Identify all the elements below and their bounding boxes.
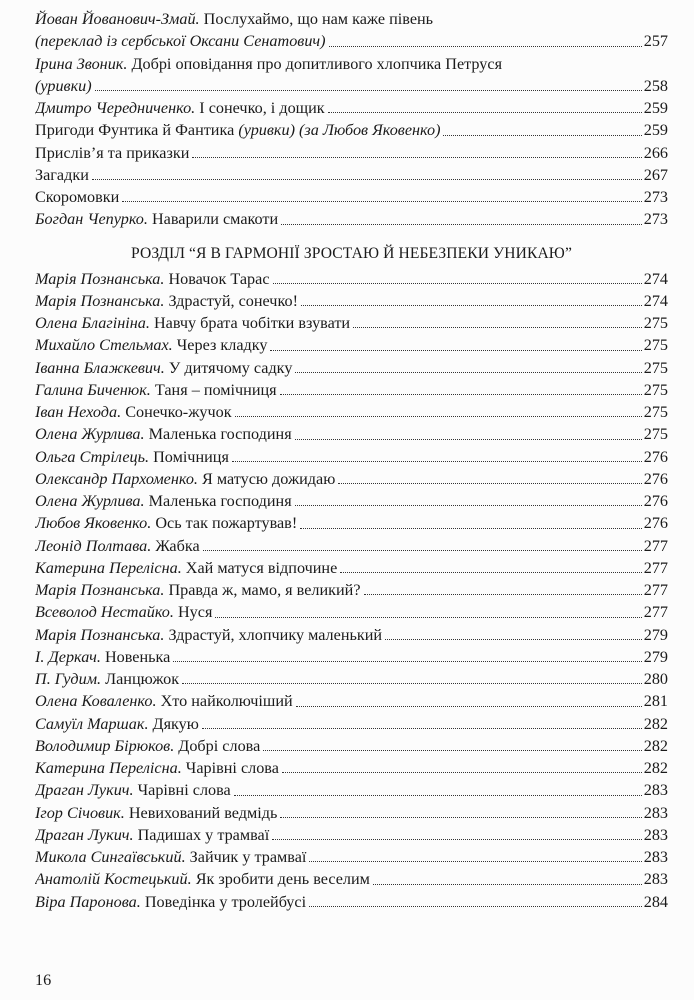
dot-leader: [338, 483, 641, 484]
toc-entry: [35, 142, 668, 164]
dot-leader: [443, 135, 641, 136]
toc-title: І сонечко, і дощик: [199, 99, 325, 117]
toc-list-after: [35, 268, 668, 913]
toc-author: Марія Познанська.: [35, 269, 165, 288]
toc-page-number: 276: [643, 469, 668, 488]
toc-page-number: 275: [643, 358, 668, 377]
toc-entry: [35, 186, 668, 208]
table-of-contents: [35, 8, 668, 913]
toc-entry: [35, 891, 668, 913]
toc-entry: [35, 802, 668, 824]
dot-leader: [309, 906, 642, 907]
toc-entry-text: [35, 208, 279, 230]
dot-leader: [122, 201, 641, 202]
toc-title: Пригоди Фунтика й Фантика: [35, 121, 235, 140]
toc-entry: [35, 208, 668, 230]
toc-list-before: [35, 8, 668, 231]
toc-entry: [35, 668, 668, 690]
toc-page-number: 282: [643, 736, 668, 755]
toc-page-number: 276: [643, 492, 668, 510]
dot-leader: [263, 750, 641, 751]
toc-author: Драган Лукич.: [35, 781, 134, 800]
toc-entry: [35, 579, 668, 601]
toc-author: Богдан Чепурко.: [35, 210, 148, 229]
toc-entry-text: [35, 490, 293, 512]
toc-entry-text: [35, 735, 261, 757]
toc-title: Правда ж, мамо, я великий?: [168, 581, 361, 599]
toc-entry-text: [35, 357, 293, 379]
toc-entry: [35, 334, 668, 356]
toc-entry: [35, 290, 668, 312]
toc-author: Драган Лукич.: [35, 825, 134, 844]
toc-page-number: 276: [643, 514, 668, 533]
toc-title: Новенька: [104, 647, 171, 666]
toc-author: Іванна Блажкевич.: [35, 358, 165, 377]
toc-title: Сонечко-жучок: [125, 403, 232, 421]
toc-entry: [35, 423, 668, 445]
toc-page-number: 274: [643, 269, 668, 288]
footer-page-number: 16: [35, 971, 52, 989]
toc-note: (переклад із сербської Оксани Сенатович): [35, 32, 326, 51]
toc-entry: [35, 379, 668, 401]
toc-page-number: 275: [643, 403, 668, 421]
dot-leader: [280, 394, 642, 395]
dot-leader: [215, 617, 641, 618]
toc-author: Олена Журлива.: [35, 425, 145, 444]
toc-entry: [35, 30, 668, 52]
dot-leader: [296, 706, 642, 707]
dot-leader: [282, 772, 642, 773]
toc-entry-text: [35, 30, 327, 52]
toc-title: Хай матуся відпочине: [185, 558, 338, 577]
toc-entry-text: [35, 97, 326, 119]
toc-entry: [35, 401, 668, 423]
toc-entry: [35, 646, 668, 668]
toc-author: Іван Нехода.: [35, 403, 122, 421]
toc-page-number: 273: [643, 188, 668, 206]
toc-entry: [35, 312, 668, 334]
toc-title: Чарівні слова: [185, 759, 279, 777]
toc-title: Поведінка у тролейбусі: [144, 892, 307, 911]
toc-page-number: 280: [643, 670, 668, 688]
toc-title: Добрі оповідання про допитливого хлопчика Петруся: [131, 54, 503, 73]
toc-entry-text: [35, 53, 503, 75]
dot-leader: [270, 350, 641, 351]
dot-leader: [364, 594, 642, 595]
toc-entry: [35, 164, 668, 186]
toc-title: Через кладку: [176, 336, 268, 355]
toc-entry: [35, 735, 668, 757]
toc-title: Скоромовки: [35, 188, 120, 206]
toc-entry-text: [35, 846, 307, 868]
toc-title: Чарівні слова: [137, 781, 231, 800]
section-heading: РОЗДІЛ “Я В ГАРМОНІЇ ЗРОСТАЮ Й НЕБЕЗПЕКИ УНИКАЮ”: [131, 244, 572, 262]
toc-author: Микола Сингаївський.: [35, 848, 186, 866]
toc-entry: [35, 690, 668, 712]
dot-leader: [272, 839, 641, 840]
toc-page-number: 283: [643, 781, 668, 800]
toc-note: (уривки) (за Любов Яковенко): [238, 121, 441, 140]
toc-entry: [35, 75, 668, 97]
toc-page-number: 276: [643, 447, 668, 466]
toc-title: У дитячому садку: [168, 358, 293, 377]
toc-title: Невихований ведмідь: [128, 803, 278, 822]
toc-title: Дякую: [152, 714, 199, 733]
toc-author: Марія Познанська.: [35, 291, 165, 310]
toc-entry: [35, 535, 668, 557]
toc-page-number: 281: [643, 692, 668, 711]
dot-leader: [373, 884, 642, 885]
toc-page-number: 279: [643, 647, 668, 666]
toc-entry: [35, 868, 668, 890]
dot-leader: [301, 305, 642, 306]
toc-entry: [35, 8, 668, 30]
toc-page-number: 277: [643, 581, 668, 599]
toc-title: Я матусю дожидаю: [202, 469, 336, 488]
toc-entry: [35, 779, 668, 801]
toc-title: Ось так пожартував!: [155, 514, 298, 533]
toc-title: Помічниця: [153, 447, 229, 466]
toc-entry: [35, 713, 668, 735]
toc-author: І. Деркач.: [35, 647, 101, 666]
dot-leader: [281, 224, 642, 225]
toc-title: Зайчик у трамваї: [189, 848, 307, 866]
toc-author: Любов Яковенко.: [35, 514, 152, 533]
toc-author: Михайло Стельмах.: [35, 336, 173, 355]
toc-title: Як зробити день веселим: [195, 870, 370, 889]
toc-page-number: 259: [643, 99, 668, 117]
toc-author: Олена Благініна.: [35, 314, 150, 332]
toc-entry-text: [35, 802, 278, 824]
toc-page-number: 275: [643, 314, 668, 332]
toc-page-number: 279: [643, 625, 668, 644]
toc-entry-text: [35, 334, 268, 356]
toc-entry-text: [35, 446, 230, 468]
toc-title: Ланцюжок: [105, 670, 180, 688]
toc-entry: [35, 557, 668, 579]
dot-leader: [92, 179, 642, 180]
toc-entry-text: [35, 290, 299, 312]
toc-entry-text: [35, 668, 180, 690]
toc-page-number: 277: [643, 603, 668, 622]
toc-page-number: 275: [643, 380, 668, 399]
dot-leader: [203, 550, 642, 551]
toc-page-number: 283: [643, 803, 668, 822]
dot-leader: [295, 505, 642, 506]
dot-leader: [173, 661, 641, 662]
dot-leader: [328, 112, 642, 113]
toc-entry: [35, 624, 668, 646]
toc-page-number: 277: [643, 536, 668, 555]
toc-entry-text: [35, 186, 120, 208]
toc-title: Жабка: [155, 536, 200, 555]
toc-entry-text: [35, 757, 280, 779]
toc-author: Ігор Січовик.: [35, 803, 125, 822]
toc-title: Падишах у трамваї: [137, 825, 270, 844]
toc-page-number: 274: [643, 291, 668, 310]
toc-author: Ірина Звоник.: [35, 54, 128, 73]
toc-entry-text: [35, 142, 190, 164]
toc-entry-text: [35, 579, 362, 601]
toc-author: Олена Журлива.: [35, 492, 145, 510]
toc-entry-text: [35, 690, 294, 712]
toc-author: Самуїл Маршак.: [35, 714, 149, 733]
toc-entry: [35, 119, 668, 141]
toc-entry-text: [35, 423, 293, 445]
dot-leader: [295, 372, 641, 373]
toc-author: Анатолій Костецький.: [35, 870, 192, 889]
toc-entry-text: [35, 119, 441, 141]
toc-author: П. Гудим.: [35, 670, 102, 688]
dot-leader: [309, 861, 641, 862]
toc-title: Здрастуй, сонечко!: [168, 291, 298, 310]
toc-entry-text: [35, 268, 271, 290]
toc-entry-text: [35, 646, 171, 668]
dot-leader: [95, 90, 642, 91]
toc-author: Леонід Полтава.: [35, 536, 152, 555]
toc-page-number: 284: [643, 892, 668, 911]
toc-author: Марія Познанська.: [35, 625, 165, 644]
toc-entry: [35, 357, 668, 379]
toc-entry-text: [35, 868, 371, 890]
toc-entry: [35, 97, 668, 119]
dot-leader: [340, 572, 641, 573]
toc-title: Навчу брата чобітки взувати: [153, 314, 351, 332]
toc-author: Йован Йованович-Змай.: [35, 10, 200, 28]
toc-page-number: 283: [643, 848, 668, 866]
toc-entry-text: [35, 824, 270, 846]
toc-entry-text: [35, 601, 213, 623]
toc-author: Марія Познанська.: [35, 581, 165, 599]
toc-entry: [35, 490, 668, 512]
toc-page-number: 275: [643, 425, 668, 444]
toc-page-number: 277: [643, 558, 668, 577]
toc-author: Ольга Стрілець.: [35, 447, 150, 466]
dot-leader: [300, 528, 641, 529]
toc-entry-text: [35, 891, 307, 913]
toc-entry: [35, 512, 668, 534]
toc-title: Здрастуй, хлопчику маленький: [168, 625, 383, 644]
dot-leader: [232, 461, 642, 462]
toc-entry: [35, 446, 668, 468]
toc-entry: [35, 757, 668, 779]
toc-author: Володимир Бірюков.: [35, 736, 175, 755]
toc-page-number: 282: [643, 759, 668, 777]
toc-entry: [35, 824, 668, 846]
toc-page-number: 275: [643, 336, 668, 355]
toc-title: Хто найколючіший: [160, 692, 293, 711]
toc-page-number: 259: [643, 121, 668, 140]
dot-leader: [182, 683, 642, 684]
toc-entry-text: [35, 535, 201, 557]
toc-entry-text: [35, 401, 233, 423]
toc-title: Загадки: [35, 165, 89, 184]
dot-leader: [280, 817, 641, 818]
toc-page-number: 273: [643, 210, 668, 229]
toc-page-number: 283: [643, 870, 668, 889]
toc-entry-text: [35, 468, 336, 490]
toc-entry-text: [35, 379, 278, 401]
toc-title: Маленька господиня: [148, 425, 292, 444]
toc-title: Таня – помічниця: [154, 380, 277, 399]
toc-entry-text: [35, 75, 93, 97]
toc-author: Віра Паронова.: [35, 892, 141, 911]
toc-author: Олександр Пархоменко.: [35, 469, 198, 488]
toc-title: Наварили смакоти: [151, 210, 279, 229]
dot-leader: [385, 639, 642, 640]
toc-page-number: 283: [643, 825, 668, 844]
toc-title: Прислів’я та приказки: [35, 143, 190, 162]
dot-leader: [273, 283, 642, 284]
toc-title: Послухаймо, що нам каже півень: [203, 10, 434, 28]
toc-entry: [35, 468, 668, 490]
toc-author: Катерина Перелісна.: [35, 759, 182, 777]
toc-author: Дмитро Чередниченко.: [35, 99, 196, 117]
dot-leader: [202, 728, 642, 729]
toc-entry-text: [35, 624, 383, 646]
dot-leader: [192, 157, 641, 158]
toc-author: Олена Коваленко.: [35, 692, 157, 711]
toc-author: Галина Биченюк.: [35, 380, 151, 399]
toc-entry: [35, 846, 668, 868]
dot-leader: [329, 46, 642, 47]
toc-page-number: 267: [643, 165, 668, 184]
toc-note: (уривки): [35, 76, 92, 95]
dot-leader: [295, 439, 642, 440]
toc-entry: [35, 601, 668, 623]
toc-entry: [35, 268, 668, 290]
dot-leader: [235, 416, 642, 417]
toc-title: Новачок Тарас: [168, 269, 270, 288]
toc-page-number: 257: [643, 32, 668, 51]
toc-entry: [35, 53, 668, 75]
toc-author: Катерина Перелісна.: [35, 558, 182, 577]
toc-title: Маленька господиня: [148, 492, 292, 510]
toc-entry-text: [35, 164, 90, 186]
toc-entry-text: [35, 512, 298, 534]
dot-leader: [353, 327, 642, 328]
toc-author: Всеволод Нестайко.: [35, 603, 174, 622]
toc-page-number: 266: [643, 143, 668, 162]
toc-entry-text: [35, 8, 434, 30]
toc-page-number: 282: [643, 714, 668, 733]
toc-title: Добрі слова: [178, 736, 261, 755]
toc-entry-text: [35, 713, 200, 735]
toc-entry-text: [35, 312, 351, 334]
toc-entry-text: [35, 779, 232, 801]
toc-page-number: 258: [643, 76, 668, 95]
dot-leader: [234, 795, 642, 796]
toc-entry-text: [35, 557, 338, 579]
toc-title: Нуся: [177, 603, 213, 622]
